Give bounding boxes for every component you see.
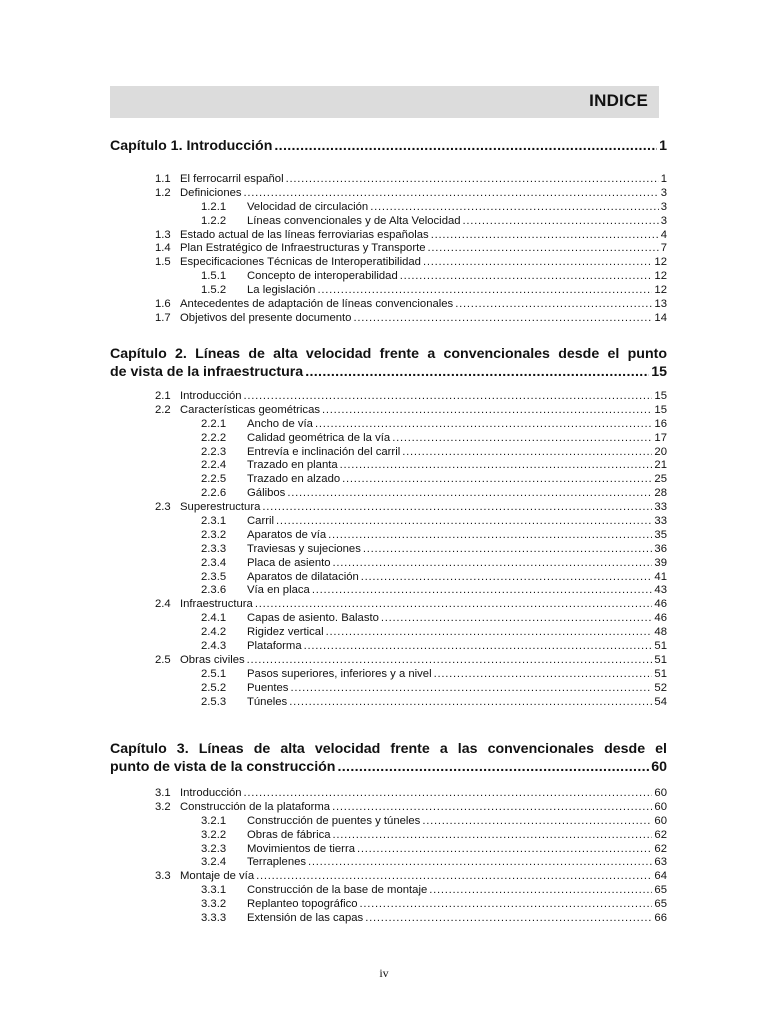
entry-number: 2.2.5 xyxy=(201,473,227,486)
toc-entry xyxy=(155,501,667,515)
entry-page: 36 xyxy=(654,542,667,555)
dot-leader xyxy=(422,815,652,829)
toc-entry xyxy=(155,515,667,529)
entry-page: 12 xyxy=(654,256,667,269)
entry-number: 1.3 xyxy=(155,228,171,241)
dot-leader xyxy=(342,473,652,487)
entry-number: 3.3.1 xyxy=(201,884,227,897)
entry-number: 1.2.1 xyxy=(201,200,227,213)
entry-number: 1.6 xyxy=(155,298,171,311)
toc-entry xyxy=(155,557,667,571)
entry-page: 60 xyxy=(654,800,667,813)
toc-entry xyxy=(155,446,667,460)
dot-leader xyxy=(244,187,659,201)
entry-page: 62 xyxy=(654,842,667,855)
toc-entry xyxy=(155,473,667,487)
chapter-title: de vista de la infraestructura xyxy=(110,364,304,380)
entry-page: 48 xyxy=(654,626,667,639)
toc-entry xyxy=(155,626,667,640)
dot-leader xyxy=(274,137,657,155)
dot-leader xyxy=(276,515,652,529)
dot-leader xyxy=(322,404,652,418)
toc-entry xyxy=(155,201,667,215)
entry-page: 60 xyxy=(654,814,667,827)
dot-leader xyxy=(312,584,653,598)
entry-page: 66 xyxy=(654,912,667,925)
entry-title: Terraplenes xyxy=(247,856,307,869)
dot-leader xyxy=(247,654,653,668)
entry-title: El ferrocarril español xyxy=(180,173,284,185)
toc-entry xyxy=(155,696,667,710)
toc-entry xyxy=(155,856,667,870)
chapter-title-line xyxy=(110,137,667,155)
entry-number: 2.5.2 xyxy=(201,681,227,694)
entry-number: 2.1 xyxy=(155,390,171,402)
entry-title: Extensión de las capas xyxy=(247,912,364,925)
entry-number: 2.4.2 xyxy=(201,626,227,639)
entry-number: 3.2.2 xyxy=(201,828,227,841)
entry-number: 2.2.3 xyxy=(201,445,227,458)
entry-title: Puentes xyxy=(247,681,289,694)
toc-entry xyxy=(155,215,667,229)
entry-page: 41 xyxy=(654,570,667,583)
entry-page: 28 xyxy=(654,487,667,500)
entry-title: Trazado en planta xyxy=(247,459,338,472)
dot-leader xyxy=(370,201,658,215)
index-header-bar xyxy=(110,86,659,118)
entry-title: Especificaciones Técnicas de Interoperatibilidad xyxy=(180,256,421,269)
entry-title: Construcción de puentes y túneles xyxy=(247,814,421,827)
chapter-2-heading xyxy=(110,345,667,381)
entry-number: 2.5.1 xyxy=(201,667,227,680)
toc-entry xyxy=(155,829,667,843)
toc-entry xyxy=(155,418,667,432)
dot-leader xyxy=(337,758,649,776)
dot-leader xyxy=(431,229,659,243)
entry-title: Introducción xyxy=(180,390,242,402)
dot-leader xyxy=(428,242,659,256)
toc-entry xyxy=(155,298,667,312)
toc-entry xyxy=(155,187,667,201)
entry-number: 1.1 xyxy=(155,173,171,185)
dot-leader xyxy=(434,668,653,682)
entry-number: 1.7 xyxy=(155,311,171,324)
entry-number: 1.2.2 xyxy=(201,214,227,227)
entry-number: 2.3.4 xyxy=(201,556,227,569)
dot-leader xyxy=(326,626,653,640)
dot-leader xyxy=(308,856,652,870)
entry-page: 33 xyxy=(654,501,667,514)
toc-entry xyxy=(155,390,667,404)
entry-title: Trazado en alzado xyxy=(247,473,341,486)
entry-title: Definiciones xyxy=(180,186,242,199)
dot-leader xyxy=(304,640,653,654)
dot-leader xyxy=(360,898,653,912)
entry-number: 2.2 xyxy=(155,403,171,416)
entry-number: 1.5.1 xyxy=(201,270,227,283)
chapter-page: 60 xyxy=(651,759,667,775)
entry-page: 63 xyxy=(654,856,667,869)
toc-entry xyxy=(155,270,667,284)
entry-number: 3.3 xyxy=(155,870,171,883)
entry-title: Concepto de interoperabilidad xyxy=(247,270,398,283)
entry-title: Calidad geométrica de la vía xyxy=(247,431,391,444)
toc-entry xyxy=(155,682,667,696)
entry-number: 2.5 xyxy=(155,653,171,666)
toc-entry xyxy=(155,884,667,898)
dot-leader xyxy=(290,682,652,696)
toc-entry xyxy=(155,543,667,557)
toc-entry xyxy=(155,404,667,418)
toc-entry xyxy=(155,612,667,626)
entry-title: Construcción de la plataforma xyxy=(180,800,331,813)
entry-number: 2.5.3 xyxy=(201,695,227,708)
dot-leader xyxy=(255,598,653,612)
entry-page: 21 xyxy=(654,459,667,472)
chapter-title-line: Capítulo 3. Líneas de alta velocidad frente a las convencionales desde el xyxy=(110,741,667,757)
entry-title: Montaje de vía xyxy=(180,870,255,883)
entry-page: 60 xyxy=(654,787,667,799)
dot-leader xyxy=(353,312,652,326)
dot-leader xyxy=(315,418,652,432)
entry-number: 3.2.1 xyxy=(201,814,227,827)
dot-leader xyxy=(423,256,652,270)
entry-page: 64 xyxy=(654,870,667,883)
toc-entry xyxy=(155,801,667,815)
entry-title: Construcción de la base de montaje xyxy=(247,884,428,897)
entry-page: 43 xyxy=(654,584,667,597)
entry-page: 51 xyxy=(654,653,667,666)
entry-page: 62 xyxy=(654,828,667,841)
entry-number: 1.4 xyxy=(155,242,171,255)
entry-number: 2.3.3 xyxy=(201,542,227,555)
entry-title: Superestructura xyxy=(180,501,261,514)
toc-entry xyxy=(155,459,667,473)
entry-page: 3 xyxy=(660,214,667,227)
entry-title: Infraestructura xyxy=(180,598,253,611)
chapter-3-heading xyxy=(110,740,667,776)
entry-number: 2.4.3 xyxy=(201,640,227,653)
toc-entry xyxy=(155,584,667,598)
entry-title: Plataforma xyxy=(247,640,302,653)
entry-page: 46 xyxy=(654,612,667,625)
dot-leader xyxy=(429,884,652,898)
entry-title: Obras civiles xyxy=(180,653,245,666)
toc-entry xyxy=(155,787,667,801)
chapter-page: 15 xyxy=(651,364,667,380)
entry-page: 39 xyxy=(654,556,667,569)
entry-title: Entrevía e inclinación del carril xyxy=(247,445,401,458)
chapter-1-heading xyxy=(110,137,667,155)
chapter-page: 1 xyxy=(659,138,667,154)
entry-title: Placa de asiento xyxy=(247,556,331,569)
entry-number: 1.5 xyxy=(155,256,171,269)
entry-title: Estado actual de las líneas ferroviarias españolas xyxy=(180,228,429,241)
dot-leader xyxy=(256,870,652,884)
entry-number: 2.3.2 xyxy=(201,528,227,541)
entry-title: Carril xyxy=(247,515,274,528)
entry-page: 15 xyxy=(654,403,667,416)
entry-title: Rigidez vertical xyxy=(247,626,324,639)
dot-leader xyxy=(287,487,652,501)
dot-leader xyxy=(305,363,649,381)
entry-number: 2.4 xyxy=(155,598,171,611)
toc-entry xyxy=(155,654,667,668)
chapter-title: punto de vista de la construcción xyxy=(110,759,336,775)
toc-entry xyxy=(155,229,667,243)
dot-leader xyxy=(244,390,653,404)
entry-title: Vía en placa xyxy=(247,584,310,597)
dot-leader xyxy=(328,529,652,543)
toc-entry xyxy=(155,284,667,298)
dot-leader xyxy=(463,215,659,229)
entry-page: 3 xyxy=(660,200,667,213)
dot-leader xyxy=(286,173,659,187)
dot-leader xyxy=(455,298,652,312)
entry-title: Plan Estratégico de Infraestructuras y Transporte xyxy=(180,242,426,255)
dot-leader xyxy=(333,557,653,571)
chapter-title-line xyxy=(110,363,667,381)
chapter-2-entries xyxy=(155,390,667,709)
entry-page: 51 xyxy=(654,667,667,680)
entry-title: Velocidad de circulación xyxy=(247,200,369,213)
dot-leader xyxy=(392,432,652,446)
entry-number: 2.4.1 xyxy=(201,612,227,625)
dot-leader xyxy=(381,612,653,626)
dot-leader xyxy=(262,501,652,515)
entry-number: 3.2.3 xyxy=(201,842,227,855)
entry-page: 51 xyxy=(654,640,667,653)
entry-page: 17 xyxy=(654,431,667,444)
entry-page: 15 xyxy=(654,390,667,402)
entry-title: Aparatos de dilatación xyxy=(247,570,359,583)
dot-leader xyxy=(400,270,653,284)
entry-number: 2.3.1 xyxy=(201,515,227,528)
entry-number: 2.2.4 xyxy=(201,459,227,472)
entry-number: 3.2.4 xyxy=(201,856,227,869)
chapter-title-line xyxy=(110,758,667,776)
entry-page: 25 xyxy=(654,473,667,486)
entry-page: 35 xyxy=(654,528,667,541)
toc-entry xyxy=(155,815,667,829)
dot-leader xyxy=(363,543,653,557)
entry-title: Capas de asiento. Balasto xyxy=(247,612,379,625)
dot-leader xyxy=(244,787,653,801)
toc-entry xyxy=(155,912,667,926)
entry-title: Ancho de vía xyxy=(247,417,313,430)
toc-entry xyxy=(155,598,667,612)
toc-entry xyxy=(155,529,667,543)
entry-page: 65 xyxy=(654,898,667,911)
entry-page: 65 xyxy=(654,884,667,897)
entry-number: 3.2 xyxy=(155,800,171,813)
chapter-title: Capítulo 1. Introducción xyxy=(110,138,273,154)
entry-number: 2.2.6 xyxy=(201,487,227,500)
entry-title: Aparatos de vía xyxy=(247,528,327,541)
entry-title: Pasos superiores, inferiores y a nivel xyxy=(247,667,432,680)
entry-number: 2.2.1 xyxy=(201,417,227,430)
entry-title: Líneas convencionales y de Alta Velocidad xyxy=(247,214,461,227)
entry-page: 20 xyxy=(654,445,667,458)
entry-number: 2.2.2 xyxy=(201,431,227,444)
entry-title: Características geométricas xyxy=(180,403,321,416)
entry-number: 2.3 xyxy=(155,501,171,514)
entry-number: 1.2 xyxy=(155,186,171,199)
chapter-1-entries xyxy=(155,173,667,326)
entry-page: 12 xyxy=(654,284,667,297)
entry-page: 16 xyxy=(654,417,667,430)
dot-leader xyxy=(357,843,652,857)
entry-title: Introducción xyxy=(180,787,242,799)
entry-page: 3 xyxy=(660,186,667,199)
toc-entry xyxy=(155,668,667,682)
dot-leader xyxy=(317,284,652,298)
toc-entry xyxy=(155,256,667,270)
entry-title: Antecedentes de adaptación de líneas convencionales xyxy=(180,298,454,311)
toc-entry xyxy=(155,870,667,884)
entry-page: 13 xyxy=(654,298,667,311)
dot-leader xyxy=(289,696,652,710)
dot-leader xyxy=(333,829,653,843)
entry-number: 1.5.2 xyxy=(201,284,227,297)
toc-entry xyxy=(155,312,667,326)
entry-page: 46 xyxy=(654,598,667,611)
entry-title: Traviesas y sujeciones xyxy=(247,542,361,555)
entry-title: Replanteo topográfico xyxy=(247,898,358,911)
dot-leader xyxy=(402,446,652,460)
entry-title: Gálibos xyxy=(247,487,286,500)
entry-title: Movimientos de tierra xyxy=(247,842,355,855)
toc-entry xyxy=(155,173,667,187)
toc-entry xyxy=(155,487,667,501)
toc-entry xyxy=(155,843,667,857)
toc-entry xyxy=(155,571,667,585)
entry-number: 2.3.5 xyxy=(201,570,227,583)
dot-leader xyxy=(361,571,653,585)
entry-page: 33 xyxy=(654,515,667,528)
entry-page: 14 xyxy=(654,311,667,324)
toc-entry xyxy=(155,432,667,446)
entry-page: 52 xyxy=(654,681,667,694)
page-number: iv xyxy=(379,966,389,980)
dot-leader xyxy=(332,801,652,815)
chapter-title-line: Capítulo 2. Líneas de alta velocidad frente a convencionales desde el punto xyxy=(110,346,667,362)
entry-page: 4 xyxy=(660,228,667,241)
entry-page: 7 xyxy=(660,242,667,255)
dot-leader xyxy=(340,459,653,473)
entry-title: Túneles xyxy=(247,695,288,708)
entry-page: 12 xyxy=(654,270,667,283)
toc-entry xyxy=(155,242,667,256)
entry-number: 3.3.2 xyxy=(201,898,227,911)
entry-title: La legislación xyxy=(247,284,316,297)
dot-leader xyxy=(365,912,652,926)
entry-number: 3.1 xyxy=(155,787,171,799)
index-title: INDICE xyxy=(589,91,648,110)
toc-entry xyxy=(155,898,667,912)
entry-page: 54 xyxy=(654,695,667,708)
entry-number: 2.3.6 xyxy=(201,584,227,597)
entry-title: Obras de fábrica xyxy=(247,828,331,841)
toc-entry xyxy=(155,640,667,654)
entry-number: 3.3.3 xyxy=(201,912,227,925)
entry-title: Objetivos del presente documento xyxy=(180,311,352,324)
entry-page: 1 xyxy=(660,173,667,185)
chapter-3-entries xyxy=(155,787,667,926)
